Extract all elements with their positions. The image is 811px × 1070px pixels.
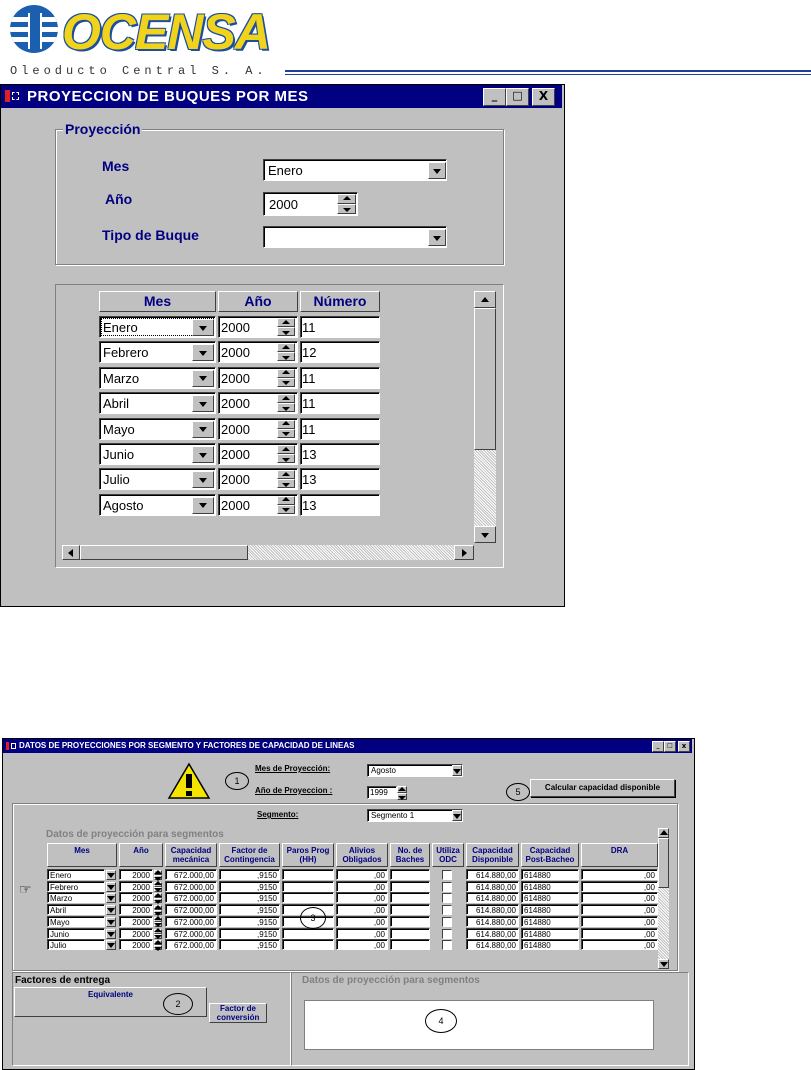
cell-mes[interactable]: Junio xyxy=(47,928,105,939)
callout-2: 2 xyxy=(163,993,193,1015)
row-anio-field[interactable]: 2000 xyxy=(218,443,298,465)
cell-alivios[interactable]: ,00 xyxy=(336,904,388,915)
callout-5: 5 xyxy=(506,783,530,801)
row-numero-field[interactable]: 11 xyxy=(300,418,380,440)
row-mes-dropdown-button[interactable] xyxy=(106,917,116,927)
segmento-dropdown-button[interactable] xyxy=(452,810,462,821)
row-anio-spinner[interactable] xyxy=(277,496,295,514)
row-mes-select[interactable]: Enero xyxy=(99,316,216,338)
cell-mes[interactable]: Julio xyxy=(47,939,105,950)
tipo-buque-label: Tipo de Buque xyxy=(102,227,199,243)
col-header-8: Capacidad Disponible xyxy=(466,843,519,867)
cell-baches[interactable] xyxy=(390,869,430,880)
cell-paros[interactable] xyxy=(282,892,334,903)
vertical-scroll-thumb[interactable] xyxy=(474,308,496,450)
row-numero-field[interactable]: 13 xyxy=(300,468,380,490)
scroll-down-button[interactable] xyxy=(658,959,669,969)
row-mes-dropdown-button[interactable] xyxy=(192,370,214,387)
col-header-0: Mes xyxy=(47,843,117,867)
cell-post[interactable]: 614880 xyxy=(521,916,579,927)
row-anio-spinner[interactable] xyxy=(277,369,295,387)
row-anio-spinner[interactable] xyxy=(277,318,295,336)
tipo-buque-dropdown-button[interactable] xyxy=(428,229,446,246)
lower-white-area xyxy=(304,1000,654,1050)
cell-anio[interactable]: 2000 xyxy=(119,892,153,903)
col-header-7: Utiliza ODC xyxy=(432,843,464,867)
ocensa-logo-globe xyxy=(10,5,58,53)
cell-cap[interactable]: 672.000,00 xyxy=(165,916,217,927)
row-anio-spinner[interactable] xyxy=(277,470,295,488)
row-mes-select[interactable]: Mayo xyxy=(99,418,216,440)
utiliza-odc-checkbox[interactable] xyxy=(442,929,452,939)
mes-select[interactable]: Enero xyxy=(263,159,447,181)
row-mes-dropdown-button[interactable] xyxy=(106,882,116,892)
cell-dra[interactable]: ,00 xyxy=(581,939,658,950)
cell-post[interactable]: 614880 xyxy=(521,881,579,892)
cell-anio[interactable]: 2000 xyxy=(119,881,153,892)
cell-disp[interactable]: 614.880,00 xyxy=(466,916,519,927)
row-mes-dropdown-button[interactable] xyxy=(192,421,214,438)
cell-factor[interactable]: ,9150 xyxy=(219,904,280,915)
cell-baches[interactable] xyxy=(390,881,430,892)
row-mes-select[interactable]: Febrero xyxy=(99,341,216,363)
anio-spinner-buttons[interactable] xyxy=(337,194,356,214)
maximize-button[interactable]: □ xyxy=(664,741,676,752)
scroll-up-button[interactable] xyxy=(474,291,496,308)
segmentos-section-title: Datos de proyección para segmentos xyxy=(46,829,224,840)
window2-titlebar xyxy=(3,739,692,753)
row-mes-dropdown-button[interactable] xyxy=(192,446,214,463)
window2-title: DATOS DE PROYECCIONES POR SEGMENTO Y FACTORES DE CAPACIDAD DE LINEAS xyxy=(19,741,355,750)
segmento-select[interactable]: Segmento 1 xyxy=(367,809,463,822)
calcular-capacidad-button[interactable]: Calcular capacidad disponible xyxy=(530,779,675,797)
row-numero-field[interactable]: 13 xyxy=(300,443,380,465)
col-header-4: Paros Prog (HH) xyxy=(282,843,334,867)
tipo-buque-select[interactable] xyxy=(263,226,447,248)
row-anio-spinner[interactable] xyxy=(154,905,162,915)
row-mes-dropdown-button[interactable] xyxy=(106,893,116,903)
cell-disp[interactable]: 614.880,00 xyxy=(466,869,519,880)
row-anio-spinner[interactable] xyxy=(277,343,295,361)
cell-factor[interactable]: ,9150 xyxy=(219,916,280,927)
row-mes-select[interactable]: Agosto xyxy=(99,494,216,516)
cell-paros[interactable] xyxy=(282,881,334,892)
scroll-up-button[interactable] xyxy=(658,828,669,838)
cell-post[interactable]: 614880 xyxy=(521,904,579,915)
vertical-scroll-thumb[interactable] xyxy=(658,838,669,888)
cell-alivios[interactable]: ,00 xyxy=(336,916,388,927)
callout-1: 1 xyxy=(225,772,249,790)
cell-dra[interactable]: ,00 xyxy=(581,916,658,927)
segmento-label: Segmento: xyxy=(257,810,299,819)
cell-disp[interactable]: 614.880,00 xyxy=(466,881,519,892)
row-mes-select[interactable]: Marzo xyxy=(99,367,216,389)
ocensa-logo-subtitle: Oleoducto Central S. A. xyxy=(10,64,268,78)
cell-mes[interactable]: Marzo xyxy=(47,892,105,903)
maximize-button[interactable]: □ xyxy=(506,88,529,106)
anio-spinner-field[interactable]: 2000 xyxy=(263,192,358,216)
cell-alivios[interactable]: ,00 xyxy=(336,892,388,903)
proyeccion-group-label: Proyección xyxy=(65,121,141,137)
window1-titlebar xyxy=(1,85,562,108)
cell-cap[interactable]: 672.000,00 xyxy=(165,892,217,903)
cell-dra[interactable]: ,00 xyxy=(581,881,658,892)
cell-anio[interactable]: 2000 xyxy=(119,904,153,915)
cell-disp[interactable]: 614.880,00 xyxy=(466,892,519,903)
row-anio-spinner[interactable] xyxy=(154,929,162,939)
cell-alivios[interactable]: ,00 xyxy=(336,869,388,880)
row-mes-dropdown-button[interactable] xyxy=(192,471,214,488)
cell-post[interactable]: 614880 xyxy=(521,892,579,903)
row-anio-spinner[interactable] xyxy=(154,893,162,903)
close-button[interactable]: X xyxy=(532,88,555,106)
cell-post[interactable]: 614880 xyxy=(521,869,579,880)
row-mes-select[interactable]: Abril xyxy=(99,392,216,414)
col-header-2: Capacidad mecánica xyxy=(165,843,217,867)
anio-proyeccion-field[interactable]: 1999 xyxy=(367,786,397,799)
cell-paros[interactable] xyxy=(282,869,334,880)
utiliza-odc-checkbox[interactable] xyxy=(442,893,452,903)
row-anio-spinner[interactable] xyxy=(277,394,295,412)
cell-mes[interactable]: Febrero xyxy=(47,881,105,892)
cell-post[interactable]: 614880 xyxy=(521,928,579,939)
cell-anio[interactable]: 2000 xyxy=(119,916,153,927)
row-numero-field[interactable]: 13 xyxy=(300,494,380,516)
warning-icon xyxy=(167,762,211,800)
row-anio-spinner[interactable] xyxy=(154,870,162,880)
app-icon xyxy=(5,90,19,102)
cell-mes[interactable]: Enero xyxy=(47,869,105,880)
row-numero-field[interactable]: 12 xyxy=(300,341,380,363)
anio-proyeccion-spinner[interactable] xyxy=(397,786,407,800)
row-mes-dropdown-button[interactable] xyxy=(192,319,214,336)
equivalente-header: Equivalente xyxy=(14,987,207,1017)
col-header-3: Factor de Contingencia xyxy=(219,843,280,867)
row-mes-dropdown-button[interactable] xyxy=(192,497,214,514)
utiliza-odc-checkbox[interactable] xyxy=(442,882,452,892)
cell-cap[interactable]: 672.000,00 xyxy=(165,904,217,915)
row-anio-field[interactable]: 2000 xyxy=(218,392,298,414)
lower-section-title: Datos de proyección para segmentos xyxy=(302,975,480,986)
col-header-numero: Número xyxy=(300,291,380,312)
utiliza-odc-checkbox[interactable] xyxy=(442,870,452,880)
cell-factor[interactable]: ,9150 xyxy=(219,928,280,939)
row-mes-dropdown-button[interactable] xyxy=(106,940,116,950)
cell-disp[interactable]: 614.880,00 xyxy=(466,939,519,950)
horizontal-scroll-thumb[interactable] xyxy=(80,545,248,560)
row-anio-field[interactable]: 2000 xyxy=(218,418,298,440)
mes-label: Mes xyxy=(102,158,130,174)
row-numero-field[interactable]: 11 xyxy=(300,367,380,389)
window1-title: PROYECCION DE BUQUES POR MES xyxy=(27,88,309,105)
cell-cap[interactable]: 672.000,00 xyxy=(165,939,217,950)
utiliza-odc-checkbox[interactable] xyxy=(442,917,452,927)
cell-baches[interactable] xyxy=(390,892,430,903)
cell-factor[interactable]: ,9150 xyxy=(219,939,280,950)
cell-factor[interactable]: ,9150 xyxy=(219,881,280,892)
row-anio-field[interactable]: 2000 xyxy=(218,341,298,363)
row-numero-field[interactable]: 11 xyxy=(300,316,380,338)
col-header-10: DRA xyxy=(581,843,658,867)
row-mes-dropdown-button[interactable] xyxy=(106,929,116,939)
cell-anio[interactable]: 2000 xyxy=(119,928,153,939)
mes-proyeccion-dropdown-button[interactable] xyxy=(452,765,462,776)
cell-disp[interactable]: 614.880,00 xyxy=(466,928,519,939)
cell-factor[interactable]: ,9150 xyxy=(219,869,280,880)
cell-baches[interactable] xyxy=(390,916,430,927)
cell-alivios[interactable]: ,00 xyxy=(336,928,388,939)
cell-factor[interactable]: ,9150 xyxy=(219,892,280,903)
row-anio-field[interactable]: 2000 xyxy=(218,316,298,338)
cell-cap[interactable]: 672.000,00 xyxy=(165,928,217,939)
cell-dra[interactable]: ,00 xyxy=(581,892,658,903)
cell-post[interactable]: 614880 xyxy=(521,939,579,950)
cell-baches[interactable] xyxy=(390,904,430,915)
cell-mes[interactable]: Abril xyxy=(47,904,105,915)
anio-label: Año xyxy=(105,191,133,207)
col-header-anio: Año xyxy=(218,291,298,312)
callout-4: 4 xyxy=(425,1009,457,1033)
row-anio-spinner[interactable] xyxy=(277,420,295,438)
app-icon xyxy=(6,742,16,750)
cell-paros[interactable] xyxy=(282,939,334,950)
minimize-button[interactable]: _ xyxy=(652,741,664,752)
cell-baches[interactable] xyxy=(390,939,430,950)
col-header-9: Capacidad Post-Bacheo xyxy=(521,843,579,867)
proyecciones-segmento-window xyxy=(2,738,695,1070)
cell-dra[interactable]: ,00 xyxy=(581,869,658,880)
cell-anio[interactable]: 2000 xyxy=(119,869,153,880)
row-mes-dropdown-button[interactable] xyxy=(106,870,116,880)
row-anio-field[interactable]: 2000 xyxy=(218,367,298,389)
row-numero-field[interactable]: 11 xyxy=(300,392,380,414)
scroll-left-button[interactable] xyxy=(62,545,80,560)
row-anio-field[interactable]: 2000 xyxy=(218,494,298,516)
cell-paros[interactable] xyxy=(282,928,334,939)
factor-conversion-header: Factor de conversión xyxy=(209,1003,267,1023)
row-mes-dropdown-button[interactable] xyxy=(192,395,214,412)
utiliza-odc-checkbox[interactable] xyxy=(442,905,452,915)
cell-alivios[interactable]: ,00 xyxy=(336,881,388,892)
factores-entrega-title: Factores de entrega xyxy=(15,975,111,986)
row-mes-dropdown-button[interactable] xyxy=(106,905,116,915)
mes-proyeccion-label: Mes de Proyección: xyxy=(255,764,331,773)
cell-cap[interactable]: 672.000,00 xyxy=(165,869,217,880)
close-button[interactable]: x xyxy=(678,741,690,752)
proyeccion-buques-window xyxy=(0,84,565,607)
col-header-6: No. de Baches xyxy=(390,843,430,867)
ocensa-logo-text: OCENSA xyxy=(62,4,270,60)
row-anio-spinner[interactable] xyxy=(277,445,295,463)
header-rule-thin xyxy=(285,74,811,75)
scroll-down-button[interactable] xyxy=(474,526,496,543)
cell-mes[interactable]: Mayo xyxy=(47,916,105,927)
utiliza-odc-checkbox[interactable] xyxy=(442,940,452,950)
cell-dra[interactable]: ,00 xyxy=(581,928,658,939)
cell-baches[interactable] xyxy=(390,928,430,939)
row-anio-field[interactable]: 2000 xyxy=(218,468,298,490)
row-mes-select[interactable]: Junio xyxy=(99,443,216,465)
anio-proyeccion-label: Año de Proyeccion : xyxy=(255,786,333,795)
row-anio-spinner[interactable] xyxy=(154,940,162,950)
cell-dra[interactable]: ,00 xyxy=(581,904,658,915)
col-header-5: Alivios Obligados xyxy=(336,843,388,867)
row-mes-select[interactable]: Julio xyxy=(99,468,216,490)
cell-anio[interactable]: 2000 xyxy=(119,939,153,950)
col-header-mes: Mes xyxy=(99,291,216,312)
cell-alivios[interactable]: ,00 xyxy=(336,939,388,950)
cell-cap[interactable]: 672.000,00 xyxy=(165,881,217,892)
mes-proyeccion-select[interactable]: Agosto xyxy=(367,764,463,777)
row-anio-spinner[interactable] xyxy=(154,882,162,892)
col-header-1: Año xyxy=(119,843,163,867)
row-mes-dropdown-button[interactable] xyxy=(192,344,214,361)
cell-disp[interactable]: 614.880,00 xyxy=(466,904,519,915)
callout-3: 3 xyxy=(300,907,326,929)
mes-dropdown-button[interactable] xyxy=(428,162,446,179)
row-anio-spinner[interactable] xyxy=(154,917,162,927)
scroll-right-button[interactable] xyxy=(454,545,474,560)
row-pointer-hand-icon: ☞ xyxy=(19,881,32,897)
header-rule xyxy=(285,70,811,72)
minimize-button[interactable]: _ xyxy=(483,88,506,106)
